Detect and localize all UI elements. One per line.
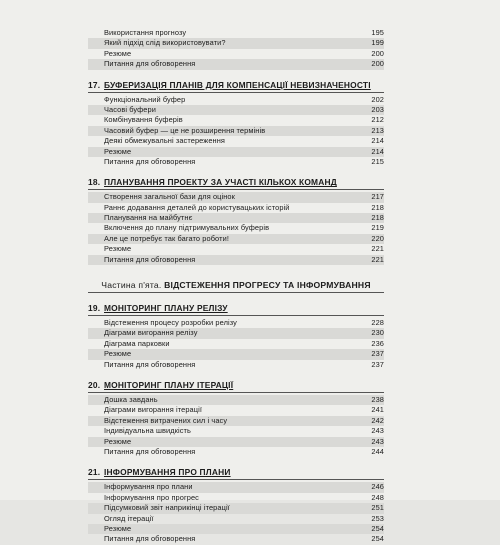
entry-page: 246 [371,482,384,492]
toc-entry [88,395,384,405]
toc-entry [88,318,384,328]
entry-page: 243 [371,436,384,446]
entry-title: Питання для обговорення [104,156,196,166]
toc-entry [88,493,384,503]
toc-entry [88,437,384,447]
toc-entry [88,28,384,38]
chapter-title: БУФЕРИЗАЦІЯ ПЛАНІВ ДЛЯ КОМПЕНСАЦІЇ НЕВИЗНАЧЕНОСТІ [104,79,371,90]
entry-page: 238 [371,394,384,404]
chapter-heading [88,79,384,93]
entry-page: 237 [371,359,384,369]
entry-title: Часовий буфер — це не розширення термінів [104,125,266,135]
chapter-20 [88,379,384,457]
chapter-heading [88,302,384,316]
entry-page: 221 [371,244,384,254]
entry-title: Комбінування буферів [104,115,183,125]
entry-title: Резюме [104,349,132,359]
entry-title: Дошка завдань [104,394,158,404]
toc-entry [88,59,384,69]
toc-entry [88,192,384,202]
chapter-heading [88,379,384,393]
entry-title: Огляд ітерації [104,513,154,523]
chapter-title: МОНІТОРИНГ ПЛАНУ ІТЕРАЦІЇ [104,379,234,390]
toc-entry [88,360,384,370]
entry-page: 219 [371,223,384,233]
chapter-number: 17. [88,79,101,90]
entry-page: 218 [371,213,384,223]
chapter-17 [88,79,384,168]
chapter-heading [88,176,384,190]
entry-title: Який підхід слід використовувати? [104,38,226,48]
entry-page: 228 [371,318,384,328]
toc-entry [88,349,384,359]
entry-page: 212 [371,115,384,125]
toc-entry [88,38,384,48]
entry-title: Функціональний буфер [104,94,186,104]
chapter-number: 18. [88,177,101,188]
toc-entry [88,213,384,223]
entry-title: Відстеження витрачених сил і часу [104,415,228,425]
entry-title: Інформування про прогрес [104,492,199,502]
entry-title: Резюме [104,48,132,58]
entry-title: Питання для обговорення [104,59,196,69]
entry-page: 242 [371,415,384,425]
entry-page: 214 [371,146,384,156]
entry-title: Питання для обговорення [104,254,196,264]
entry-title: Резюме [104,523,132,533]
chapter-title: ПЛАНУВАННЯ ПРОЕКТУ ЗА УЧАСТІ КІЛЬКОХ КОМАНД [104,177,337,188]
entry-page: 220 [371,233,384,243]
toc-entry [88,514,384,524]
entry-page: 248 [371,492,384,502]
toc-entry [88,503,384,513]
table-of-contents [88,28,384,545]
entry-title: Планування на майбутнє [104,213,193,223]
part-heading [88,280,384,293]
chapter-19 [88,302,384,370]
toc-entry [88,482,384,492]
chapter-number: 19. [88,303,101,314]
entry-page: 243 [371,426,384,436]
toc-entry [88,203,384,213]
toc-entry [88,426,384,436]
entry-title: Резюме [104,146,132,156]
chapter-number: 21. [88,467,101,478]
entry-page: 237 [371,349,384,359]
entry-page: 241 [371,405,384,415]
chapter-number: 20. [88,379,101,390]
entry-page: 195 [371,28,384,37]
chapter-18 [88,176,384,265]
entry-title: Раннє додавання деталей до користувацьких історій [104,202,290,212]
entry-title: Резюме [104,244,132,254]
toc-entry [88,534,384,544]
part-label: Частина п'ята. [101,280,162,291]
toc-entry [88,115,384,125]
toc-entry [88,405,384,415]
entry-page: 215 [371,156,384,166]
entry-title: Питання для обговорення [104,446,196,456]
entry-page: 254 [371,534,384,544]
chapter-title: ІНФОРМУВАННЯ ПРО ПЛАНИ [104,467,231,478]
part-title: ВІДСТЕЖЕННЯ ПРОГРЕСУ ТА ІНФОРМУВАННЯ [164,280,371,291]
entry-title: Відстеження процесу розробки релізу [104,318,237,328]
entry-page: 200 [371,59,384,69]
entry-title: Включення до плану підтримувальних буферів [104,223,270,233]
toc-entry [88,49,384,59]
entry-page: 251 [371,503,384,513]
toc-entry [88,234,384,244]
entry-title: Питання для обговорення [104,534,196,544]
entry-title: Інформування про плани [104,482,193,492]
toc-entry [88,328,384,338]
entry-page: 236 [371,338,384,348]
entry-title: Створення загальної бази для оцінок [104,192,235,202]
chapter-title: МОНІТОРИНГ ПЛАНУ РЕЛІЗУ [104,303,228,314]
toc-entry [88,126,384,136]
entry-page: 230 [371,328,384,338]
entry-page: 214 [371,136,384,146]
toc-entry [88,339,384,349]
toc-entry [88,105,384,115]
chapter-21 [88,466,384,544]
toc-entry [88,136,384,146]
toc-entry [88,223,384,233]
entry-page: 217 [371,192,384,202]
toc-entry [88,157,384,167]
entry-page: 202 [371,94,384,104]
entry-title: Діаграми вигорання ітерації [104,405,202,415]
toc-entry [88,147,384,157]
entry-title: Питання для обговорення [104,359,196,369]
toc-entry [88,447,384,457]
entry-page: 200 [371,48,384,58]
entry-page: 199 [371,38,384,48]
entry-title: Підсумковий звіт наприкінці ітерації [104,503,230,513]
entry-title: Використання прогнозу [104,28,187,37]
toc-entry [88,95,384,105]
entry-title: Резюме [104,436,132,446]
entry-page: 203 [371,104,384,114]
toc-entry [88,524,384,534]
entry-title: Діаграми вигорання релізу [104,328,198,338]
entry-page: 213 [371,125,384,135]
entry-title: Деякі обмежувальні застереження [104,136,226,146]
entry-title: Часові буфери [104,104,156,114]
top-entries [88,28,384,70]
chapter-heading [88,466,384,480]
entry-title: Але це потребує так багато роботи! [104,233,229,243]
entry-page: 244 [371,446,384,456]
toc-entry [88,416,384,426]
toc-entry [88,255,384,265]
entry-title: Індивідуальна швидкість [104,426,191,436]
entry-title: Діаграма парковки [104,338,170,348]
entry-page: 218 [371,202,384,212]
entry-page: 221 [371,254,384,264]
entry-page: 253 [371,513,384,523]
entry-page: 254 [371,523,384,533]
toc-entry [88,244,384,254]
